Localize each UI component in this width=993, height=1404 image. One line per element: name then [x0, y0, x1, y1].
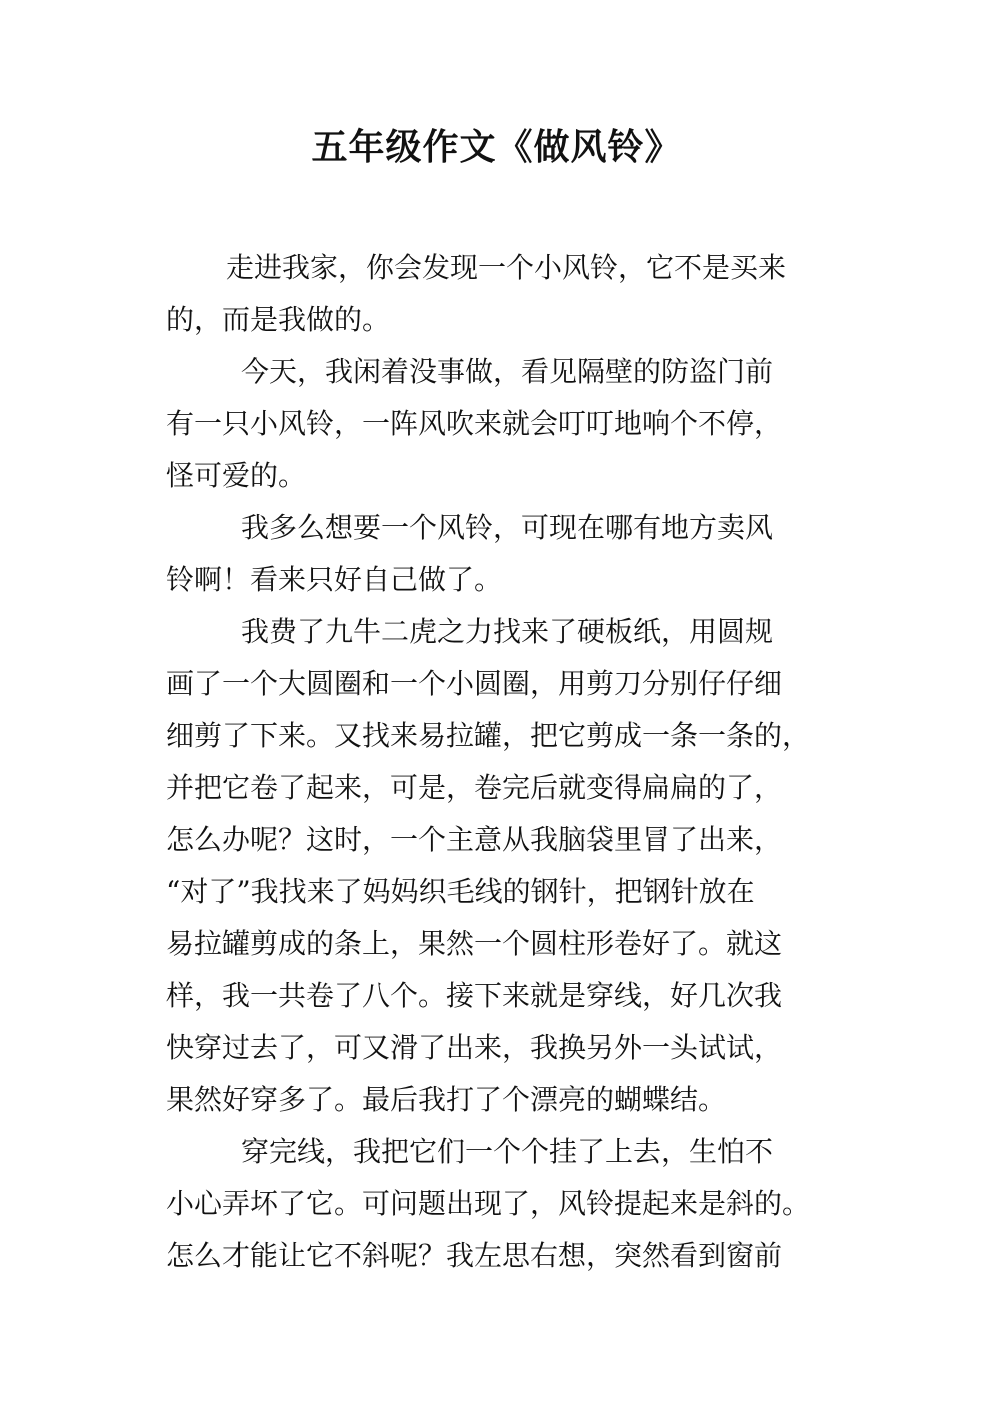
document-title: 五年级作文《做风铃》 — [311, 127, 682, 168]
text-line: 的，而是我做的。 — [166, 303, 391, 336]
text-line: 并把它卷了起来，可是，卷完后就变得扁扁的了， — [166, 771, 783, 804]
text-line: 易拉罐剪成的条上，果然一个圆柱形卷好了。就这 — [166, 927, 783, 960]
text-line: 今天，我闲着没事做，看见隔壁的防盗门前 — [241, 355, 774, 388]
text-line: 怪可爱的。 — [166, 459, 307, 492]
text-line: 细剪了下来。又找来易拉罐，把它剪成一条一条的， — [166, 719, 811, 752]
text-line: 我多么想要一个风铃，可现在哪有地方卖风 — [241, 511, 774, 544]
text-line: 铃啊！看来只好自己做了。 — [166, 563, 503, 596]
text-line: 穿完线，我把它们一个个挂了上去，生怕不 — [241, 1135, 774, 1168]
text-line: 画了一个大圆圈和一个小圆圈，用剪刀分别仔仔细 — [166, 667, 783, 700]
text-line: “对了”我找来了妈妈织毛线的钢针，把钢针放在 — [166, 875, 755, 908]
text-line: 怎么才能让它不斜呢？我左思右想，突然看到窗前 — [166, 1239, 783, 1272]
text-line: 走进我家，你会发现一个小风铃，它不是买来 — [226, 251, 787, 284]
text-line: 果然好穿多了。最后我打了个漂亮的蝴蝶结。 — [166, 1083, 727, 1116]
text-line: 小心弄坏了它。可问题出现了，风铃提起来是斜的。 — [166, 1187, 811, 1220]
text-line: 快穿过去了，可又滑了出来，我换另外一头试试， — [166, 1031, 783, 1064]
text-line: 有一只小风铃，一阵风吹来就会叮叮地响个不停， — [166, 407, 783, 440]
text-line: 怎么办呢？这时，一个主意从我脑袋里冒了出来， — [166, 823, 783, 856]
text-line: 样，我一共卷了八个。接下来就是穿线，好几次我 — [166, 979, 783, 1012]
text-line: 我费了九牛二虎之力找来了硬板纸，用圆规 — [241, 615, 774, 648]
